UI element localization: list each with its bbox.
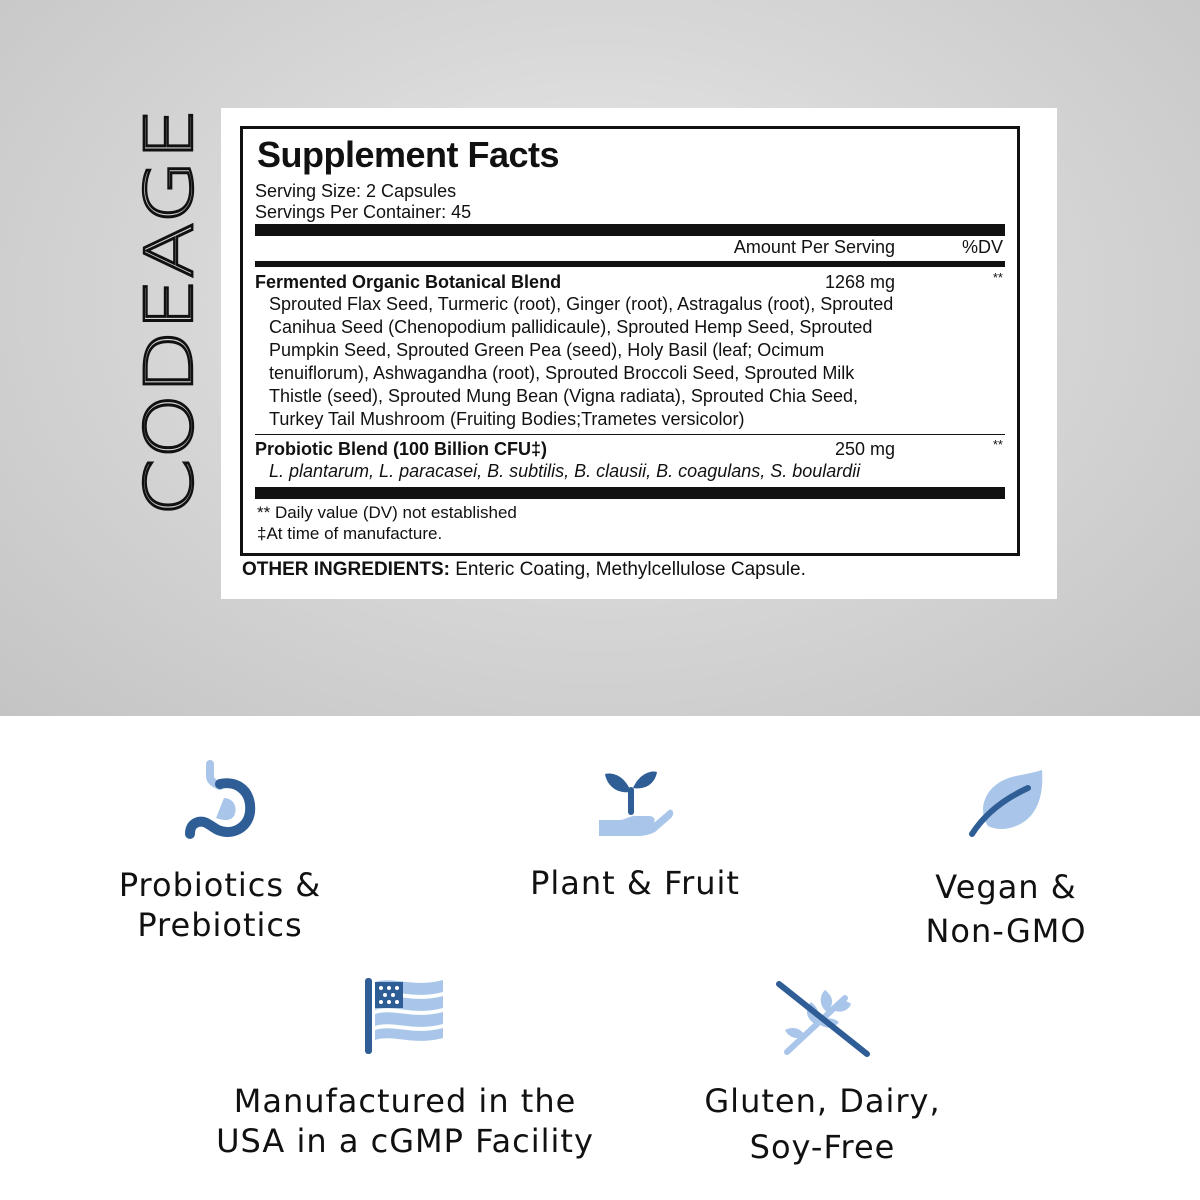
other-ingredients	[242, 559, 806, 581]
ingredient-line: Pumpkin Seed, Sprouted Green Pea (seed), Holy Basil (leaf; Ocimum	[269, 340, 825, 360]
usa-flag-icon	[363, 976, 447, 1056]
servings-per-container: Servings Per Container: 45	[255, 202, 472, 222]
ingredient-line: Turkey Tail Mushroom (Fruiting Bodies;Trametes versicolor)	[269, 409, 745, 429]
header-amount: Amount Per Serving	[733, 237, 895, 257]
feature-label: Prebiotics	[137, 906, 303, 944]
ingredient-line: L. plantarum, L. paracasei, B. subtilis, B. clausii, B. coagulans, S. boulardii	[269, 461, 861, 481]
feature-label: Plant & Fruit	[530, 864, 740, 902]
supplement-facts-box	[240, 126, 1020, 556]
header-dv: %DV	[961, 237, 1003, 257]
other-ingredients-label: OTHER INGREDIENTS:	[242, 559, 450, 580]
row-amount: 1268 mg	[824, 272, 895, 292]
ingredient-line: tenuiflorum), Ashwagandha (root), Sprouted Broccoli Seed, Sprouted Milk	[269, 363, 855, 383]
feature-label: USA in a cGMP Facility	[216, 1122, 594, 1160]
medium-divider	[255, 261, 1005, 267]
thick-divider	[255, 487, 1005, 499]
ingredient-list	[269, 460, 909, 483]
footnote-dv: ** Daily value (DV) not established	[257, 503, 517, 522]
ingredient-line: Thistle (seed), Sprouted Mung Bean (Vigna radiata), Sprouted Chia Seed,	[269, 386, 859, 406]
feature-label: Manufactured in the	[233, 1082, 577, 1120]
feature-label: Vegan &	[935, 868, 1077, 906]
ingredient-line: Canihua Seed (Chenopodium pallidicaule), Sprouted Hemp Seed, Sprouted	[269, 317, 873, 337]
supplement-facts-card	[221, 108, 1057, 599]
feature-label: Non-GMO	[925, 912, 1087, 950]
row-dv: **	[992, 437, 1003, 452]
thick-divider	[255, 224, 1005, 236]
row-name: Probiotic Blend (100 Billion CFU‡)	[255, 439, 548, 459]
facts-title: Supplement Facts	[257, 134, 560, 175]
feature-usa-cgmp	[200, 976, 610, 1161]
brand-name: CODEAGE	[131, 188, 208, 516]
feature-label: Soy-Free	[749, 1128, 896, 1166]
row-name: Fermented Organic Botanical Blend	[255, 272, 562, 292]
feature-plant-fruit	[475, 766, 795, 903]
feature-allergen-free	[660, 978, 985, 1167]
stomach-icon	[180, 762, 260, 838]
feature-label: Gluten, Dairy,	[704, 1082, 941, 1120]
ingredient-list	[269, 293, 909, 431]
feature-probiotics	[60, 762, 380, 945]
thin-divider	[255, 434, 1005, 435]
other-ingredients-value: Enteric Coating, Methylcellulose Capsule.	[449, 559, 806, 580]
ingredient-line: Sprouted Flax Seed, Turmeric (root), Ginger (root), Astragalus (root), Sprouted	[269, 294, 894, 314]
row-dv: **	[992, 270, 1003, 285]
serving-size: Serving Size: 2 Capsules	[255, 181, 457, 201]
brand-logo	[131, 106, 208, 516]
row-amount: 250 mg	[834, 439, 895, 459]
feature-vegan	[846, 768, 1166, 951]
no-gluten-icon	[775, 978, 871, 1058]
leaf-icon	[966, 768, 1046, 838]
footnote-manufacture: ‡At time of manufacture.	[257, 524, 443, 543]
sprout-hand-icon	[595, 766, 675, 838]
feature-label: Probiotics &	[118, 866, 322, 904]
